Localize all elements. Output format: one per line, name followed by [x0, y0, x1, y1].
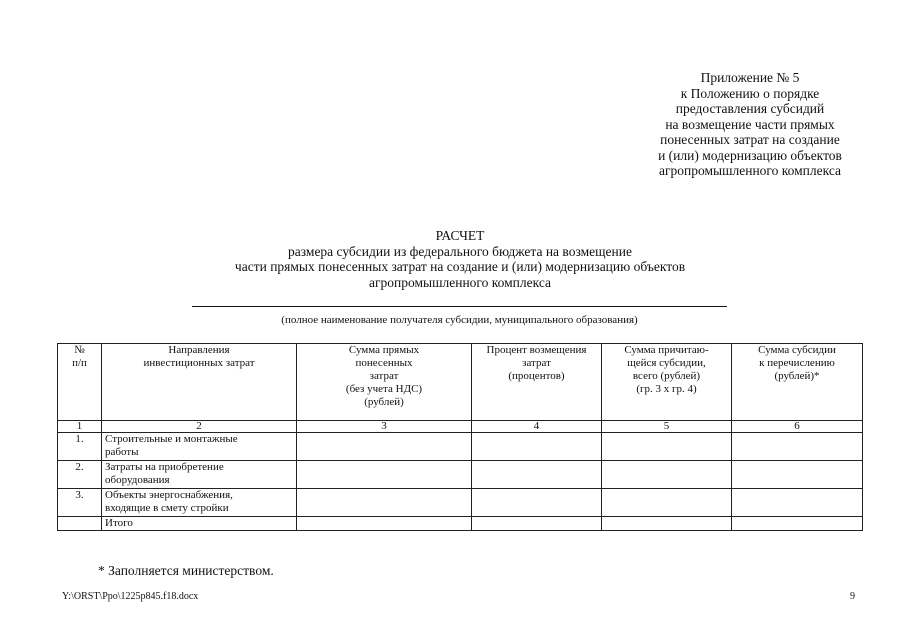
table-header-row: [58, 344, 863, 421]
footnote: * Заполняется министерством.: [98, 563, 274, 578]
header-cell: Сумма прямых понесенных затрат (без учета НДС) (рублей): [297, 344, 472, 421]
header-cell: Сумма субсидии к перечислению (рублей)*: [732, 344, 863, 421]
empty-cell: [297, 433, 472, 461]
row-number: 1.: [58, 433, 102, 461]
appendix-line: к Положению о порядке: [680, 85, 820, 101]
empty-cell: [472, 461, 602, 489]
appendix-line: предоставления субсидий: [675, 101, 825, 116]
column-number: 4: [472, 421, 602, 433]
row-number: 3.: [58, 489, 102, 517]
header-cell: Процент возмещения затрат (процентов): [472, 344, 602, 421]
page-number: 9: [850, 591, 855, 602]
empty-cell: [472, 517, 602, 531]
column-number: 5: [602, 421, 732, 433]
empty-cell: [732, 517, 863, 531]
table-row: [58, 461, 863, 489]
row-label: Строительные и монтажные работы: [102, 433, 297, 461]
empty-cell: [472, 433, 602, 461]
appendix-caption: [620, 70, 880, 179]
row-label: Затраты на приобретение оборудования: [102, 461, 297, 489]
total-row: [58, 517, 863, 531]
empty-cell: [602, 433, 732, 461]
empty-cell: [602, 489, 732, 517]
title-line: агропромышленного комплекса: [369, 274, 551, 290]
column-number: 1: [58, 421, 102, 433]
empty-cell: [602, 461, 732, 489]
appendix-line: на возмещение части прямых: [665, 116, 835, 132]
column-number: 2: [102, 421, 297, 433]
appendix-line: понесенных затрат на создание: [660, 132, 840, 147]
empty-cell: [472, 489, 602, 517]
column-number-row: [58, 421, 863, 433]
header-cell: Направления инвестиционных затрат: [102, 344, 297, 421]
appendix-line: и (или) модернизацию объектов: [658, 147, 842, 163]
empty-cell: [732, 461, 863, 489]
recipient-caption: (полное наименование получателя субсидии, муниципального образования): [281, 314, 638, 326]
document-title: [190, 228, 730, 290]
file-path: Y:\ORST\Ppo\1225p845.f18.docx: [62, 591, 199, 602]
title-heading: РАСЧЕТ: [435, 228, 485, 243]
empty-cell: [297, 461, 472, 489]
title-line: размера субсидии из федерального бюджета на возмещение: [288, 243, 632, 259]
total-label: Итого: [102, 517, 297, 531]
row-number: 2.: [58, 461, 102, 489]
empty-cell: [297, 489, 472, 517]
empty-cell: [297, 517, 472, 531]
empty-cell: [58, 517, 102, 531]
empty-cell: [602, 517, 732, 531]
title-line: части прямых понесенных затрат на создание и (или) модернизацию объектов: [234, 259, 686, 274]
column-number: 6: [732, 421, 863, 433]
empty-cell: [732, 433, 863, 461]
table-row: [58, 489, 863, 517]
subsidy-calculation-table: [57, 343, 863, 531]
header-cell: Сумма причитаю- щейся субсидии, всего (рублей) (гр. 3 х гр. 4): [602, 344, 732, 421]
row-label: Объекты энергоснабжения, входящие в смету стройки: [102, 489, 297, 517]
table-row: [58, 433, 863, 461]
empty-cell: [732, 489, 863, 517]
appendix-line: Приложение № 5: [700, 70, 800, 85]
column-number: 3: [297, 421, 472, 433]
header-cell: № п/п: [58, 344, 102, 421]
recipient-name-line: [192, 306, 727, 307]
appendix-line: агропромышленного комплекса: [659, 163, 841, 178]
